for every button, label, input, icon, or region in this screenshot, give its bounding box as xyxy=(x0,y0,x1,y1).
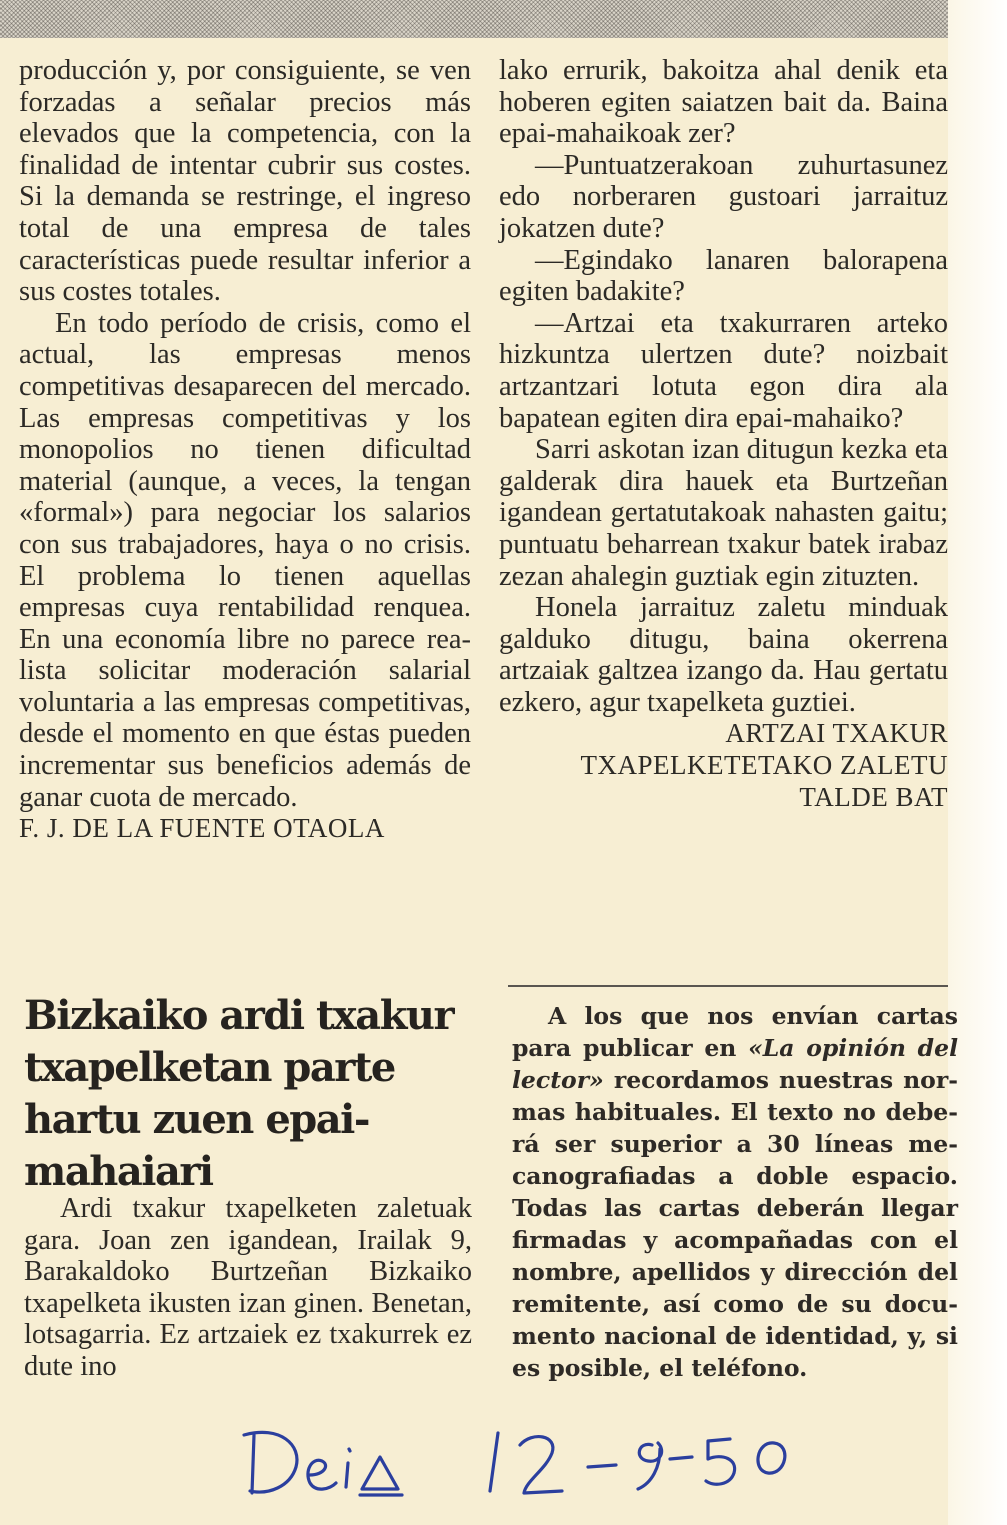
basque-letter-column xyxy=(499,55,948,813)
letter-signature: F. J. DE LA FUENTE OTAOLA xyxy=(19,813,385,844)
letter-paragraph: —Egindako lanaren balorapena egiten badakite? xyxy=(499,244,948,308)
letter-paragraph: Honela jarraituz zaletu minduak galduko ditugu, baina okerrena artzaiak galtzea izango da. Hau gertatu ezkero, agur txapelketa guztiei. xyxy=(499,592,948,718)
letter-paragraph: —Artzai eta txakurraren arteko hizkuntza ulertzen dute? noizbait artzantzari lotuta egon dira ala bapatean egiten dira epai-mahaiko? xyxy=(499,307,948,434)
letter-paragraph: producción y, por consiguiente, se ven forzadas a señalar precios más elevados que la competencia, con la finalidad de intentar cubrir sus costes. Si la demanda se restringe, el ingreso total de una empresa de tales características puede resultar inferior a sus costes totales. xyxy=(19,55,471,308)
section-divider xyxy=(508,985,948,987)
letter-signature-line: TALDE BAT xyxy=(799,781,948,812)
letter-signature-line: ARTZAI TXAKUR xyxy=(725,718,948,749)
handwritten-date-note xyxy=(240,1405,840,1505)
letter-signature-line: TXAPELKETETAKO ZALETU xyxy=(580,750,948,781)
halftone-top-band xyxy=(0,0,948,38)
letter-paragraph: lako errurik, bakoitza ahal denik eta hoberen egiten saiatzen bait da. Baina epai-mahaikoak zer? xyxy=(499,55,948,150)
notice-section-name: «La opinión del lector» xyxy=(512,1034,958,1094)
notice-text: recordamos nuestras normas habituales. El texto no deberá ser superior a 30 líneas mecanografiadas a doble espacio. Todas las cartas deberán llegar firmadas y acompañadas con el nombre, apellidos y dirección del remitente, así como de su documento nacional de identidad, y, si es posible, el teléfono. xyxy=(512,1066,958,1382)
notice-text: A los que nos envían cartas para publicar en xyxy=(512,1002,958,1062)
letter-paragraph: —Puntuatzerakoan zuhurtasunez edo norberaren gustoari jarraituz jokatzen dute? xyxy=(499,149,948,244)
letter-paragraph: En todo período de crisis, como el actual, las empresas menos competitivas desaparecen del mercado. Las empresas competitivas y los monopolios no tienen dificultad material (aunque, a veces, la tengan «formal») para negociar los salarios con sus trabajadores, haya o no crisis. El problema lo tienen aquellas empresas cuya rentabilidad renquea. En una economía libre no parece realista solicitar moderación salarial voluntaria a las empresas competitivas, desde el momento en que éstas pueden incrementar sus beneficios además de ganar cuota de mercado. xyxy=(19,307,471,813)
editorial-notice xyxy=(512,1000,958,1384)
letter-paragraph: Sarri askotan izan ditugun kezka eta galderak dira hauek eta Burtzeñan igandean gertatutakoak nahasten gaitu; puntuatu beharrean txakur batek irabaz zezan ahalegin guztiak egin zituzten. xyxy=(499,434,948,592)
letter-headline: Bizkaiko ardi txakur txapelketan parte hartu zuen epai-mahaiari xyxy=(24,992,454,1195)
letter-paragraph: Ardi txakur txapelketen zaletuak gara. Joan zen igandean, Irailak 9, Barakaldoko Burtzeñan Bizkaiko txapelketa ikusten izan ginen. Benetan, lotsagarria. Ez artzaiek ez txakurrek ez dute ino xyxy=(24,1193,472,1382)
new-letter-column xyxy=(24,1193,472,1383)
letter-continuation-column xyxy=(19,55,471,845)
